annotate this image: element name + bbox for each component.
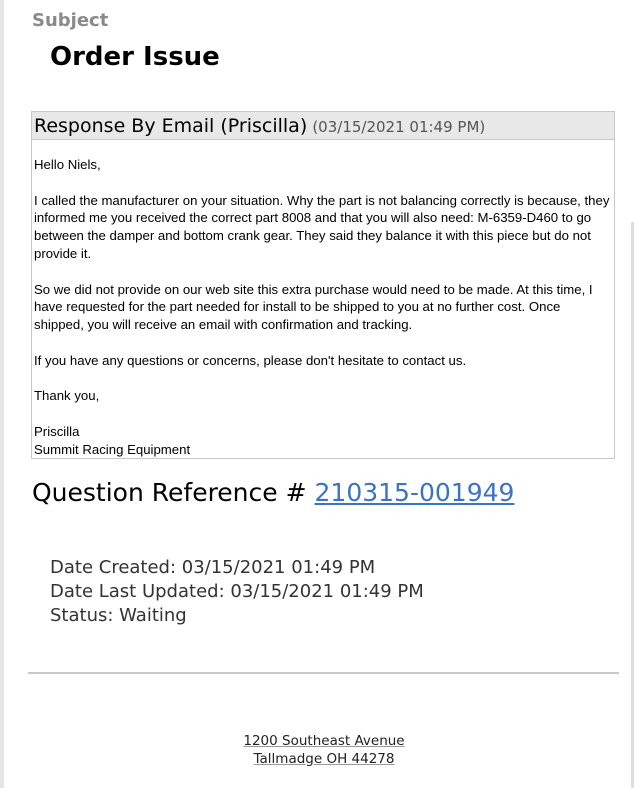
signature-name: Priscilla (34, 423, 80, 439)
question-meta (50, 556, 424, 628)
address-line-2[interactable]: Tallmadge OH 44278 (253, 751, 395, 767)
closing: Thank you, (34, 388, 100, 404)
left-border (0, 0, 4, 788)
subject-label: Subject (32, 10, 109, 31)
response-header-title: Response By Email (Priscilla) (34, 115, 308, 137)
message-paragraph: I called the manufacturer on your situation. Why the part is not balancing correctly is because, they informed me you received the correct part 8008 and that you will also need: M-6359-D460 to go between the damper and bottom crank gear. They said they balance it with this piece but do not provide it. (34, 192, 610, 261)
divider (28, 672, 619, 674)
response-body (32, 140, 614, 459)
scrollbar[interactable] (631, 222, 634, 788)
greeting: Hello Niels, (34, 157, 101, 172)
response-header-date: (03/15/2021 01:49 PM) (312, 118, 486, 136)
date-last-updated: Date Last Updated: 03/15/2021 01:49 PM (50, 581, 424, 602)
subject-title: Order Issue (50, 42, 220, 72)
signature-company: Summit Racing Equipment (34, 441, 191, 457)
address-line-1[interactable]: 1200 Southeast Avenue (243, 733, 405, 749)
footer-address (0, 732, 640, 768)
date-created: Date Created: 03/15/2021 01:49 PM (50, 557, 376, 578)
response-box (31, 111, 615, 459)
question-reference-link[interactable]: 210315-001949 (314, 478, 515, 507)
question-reference-label: Question Reference # (32, 478, 307, 507)
message-paragraph: So we did not provide on our web site this extra purchase would need to be made. At this time, I have requested for the part needed for install to be shipped to you at no further cost. Once shipped, you will receive an email with confirmation and tracking. (34, 281, 593, 333)
status: Status: Waiting (50, 605, 187, 626)
response-header (32, 112, 614, 140)
question-reference (32, 478, 514, 507)
message-paragraph: If you have any questions or concerns, please don't hesitate to contact us. (34, 352, 467, 368)
